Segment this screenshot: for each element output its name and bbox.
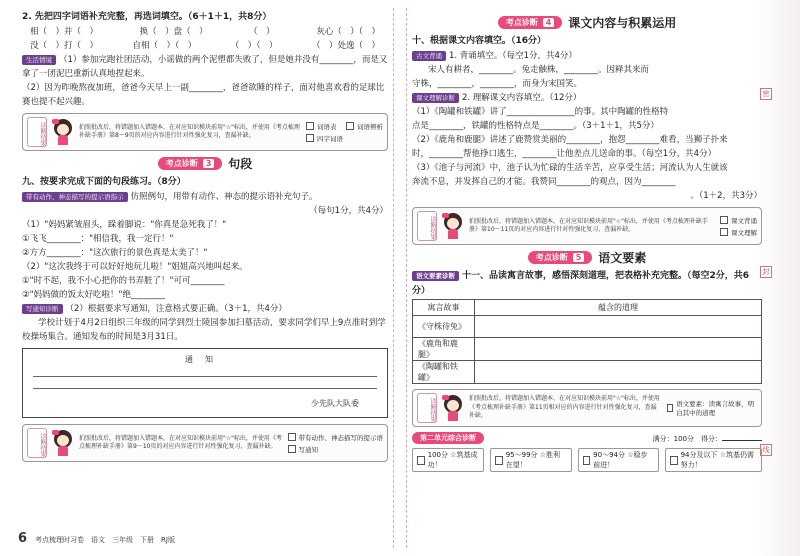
checkbox-icon[interactable] — [720, 228, 728, 236]
answer-cell[interactable] — [475, 338, 762, 361]
table-row — [413, 338, 762, 361]
score-note: 。（1＋2，共3分） — [690, 191, 762, 201]
diagnosis-pill: 考点诊断 4 — [498, 16, 563, 29]
cut-mark: 封 — [760, 266, 772, 278]
fill-line[interactable]: ①飞飞________："相信我，我一定行！" — [22, 234, 174, 244]
diagnosis-badge: 诊断结果 — [417, 211, 437, 241]
check-item[interactable]: 写通知 — [288, 445, 384, 454]
check-item[interactable]: 语文要素：读寓言故事，明白其中的道理 — [667, 399, 757, 417]
diagnosis-text: 拍照批改后，将错题加入错题本，在对应知识模块前用"☆"标出，并使用《考点梳理补缺手册》第10～11页的对应内容进行针对性强化复习，查漏补缺。 — [469, 217, 708, 233]
question-11-title: 语文要素诊断 十一、品读寓言故事，感悟深刻道理，把表格补充完整。（每空2分，共6分） — [412, 271, 750, 296]
section-5-header — [412, 249, 762, 266]
diagnosis-box-2 — [22, 424, 388, 462]
score-note: （每句1分，共4分） — [309, 206, 388, 216]
score-level[interactable]: 94分及以下 ☆筑基仍需努力！ — [665, 448, 762, 472]
checkbox-icon[interactable] — [720, 216, 728, 224]
page-number: 6 — [18, 531, 28, 546]
idiom-blank[interactable]: （ ）（ ） — [230, 41, 278, 51]
question-2-sub-2: （2）因为昨晚熬夜加班，爸爸今天早上一副________，爸爸欲睡的样子，面对他喜欢看的足球比赛也提不起兴趣。 — [22, 83, 385, 107]
section-title: 句段 — [228, 157, 253, 171]
score-levels — [412, 448, 762, 472]
cut-mark: 线 — [760, 444, 772, 456]
left-column — [22, 10, 388, 462]
section-3-header — [22, 155, 388, 172]
fill-line[interactable]: 奔流不息，并发挥自己的才能。我赞同________的观点，因为________ — [412, 177, 676, 187]
score-level[interactable]: 95～99分 ☆胜利在望！ — [490, 448, 571, 472]
question-9-title: 九、按要求完成下面的句段练习。（8分） — [22, 177, 186, 187]
idiom-blank[interactable]: 相（ ）并（ ） — [30, 27, 99, 37]
fable-name: 《陶罐和铁罐》 — [413, 361, 475, 384]
notice-signature: 少先队大队委 — [311, 399, 359, 408]
diagnosis-text: 拍照批改后，将错题加入错题本，在对应知识模块前用"☆"标出，并使用《考点梳理补缺手册》第8～9页的对应内容进行针对性强化复习，查漏补缺。 — [79, 123, 300, 139]
checkbox-icon[interactable] — [495, 456, 503, 465]
check-item[interactable]: 带有动作、神态描写的提示语 — [288, 433, 384, 442]
fill-line[interactable]: ①"时不起，我不小心把你的书弄脏了！"可可________ — [22, 276, 225, 286]
question-9-sub-1: 带有动作、神态描写的提示语指示 仿照例句，用带有动作、神态的提示语补充句子。 — [22, 190, 388, 204]
example-sentence: （1）"妈妈紧皱眉头，跺着脚说："你真是急死我了！" — [22, 220, 227, 230]
girl-mascot-icon — [52, 119, 74, 145]
diagnosis-tag: 写通知诊断 — [22, 304, 63, 314]
fill-line[interactable]: （2）《鹿角和鹿腿》讲述了鹿赞赏美丽的________，抱怨________难看，当狮子扑来 — [412, 135, 728, 145]
right-column — [412, 10, 762, 472]
cut-mark: 密 — [760, 88, 772, 100]
fill-line[interactable]: ②方方________："这次旅行的景色真是太美了！" — [22, 248, 208, 258]
notice-writing-box[interactable] — [22, 348, 388, 418]
checkbox-icon[interactable] — [288, 433, 296, 441]
check-item[interactable]: 课文理解 — [720, 228, 757, 237]
answer-cell[interactable] — [475, 361, 762, 384]
fill-line[interactable]: ②"妈妈做的饭太好吃啦！"绝________ — [22, 290, 165, 300]
checkbox-icon[interactable] — [288, 445, 296, 453]
question-10-sub-2: 课文理解诊断 2. 理解课文内容填空。（12分） — [412, 91, 762, 105]
fill-line[interactable]: 点是________，铁罐的性格特点是________。（3＋1＋1，共5分） — [412, 121, 659, 131]
idiom-blank[interactable]: 自相（ ）（ ） — [132, 41, 197, 51]
page-footer — [18, 531, 175, 546]
fill-line[interactable]: 时，________帮他挣口逃生，________让他差点儿送命的事。（每空1分，共4分） — [412, 149, 717, 159]
score-total: 满分：100分 得分： — [653, 431, 762, 444]
page-spine — [393, 8, 407, 548]
fill-line[interactable]: 守株，________，________，而身为宋国笑。 — [412, 79, 583, 89]
diagnosis-box-3 — [412, 207, 762, 245]
section-4-header — [412, 14, 762, 31]
checkbox-icon[interactable] — [583, 456, 591, 465]
section-title: 课文内容与积累运用 — [568, 16, 677, 30]
fable-name: 《鹿角和鹿腿》 — [413, 338, 475, 361]
writing-line[interactable] — [33, 365, 377, 377]
checkbox-icon[interactable] — [667, 404, 673, 412]
girl-mascot-icon — [52, 430, 74, 456]
girl-mascot-icon — [442, 213, 464, 239]
fill-line[interactable]: （3）《池子与河流》中，池子认为忙碌的生活辛苦，应享受生活；河流认为人生就该 — [412, 163, 728, 173]
idiom-blank[interactable]: （ ） — [249, 27, 275, 37]
diagnosis-tag: 语文要素诊断 — [412, 271, 459, 281]
score-level[interactable]: 90～94分 ☆稳步前进！ — [578, 448, 659, 472]
question-10-title: 十、根据课文内容填空。（16分） — [412, 36, 547, 46]
diagnosis-pill: 考点诊断 3 — [158, 157, 223, 170]
checkbox-icon[interactable] — [306, 122, 314, 130]
fable-name: 《守株待兔》 — [413, 316, 475, 338]
fable-table — [412, 299, 762, 384]
idiom-blank[interactable]: （ ）处逸（ ） — [311, 41, 380, 51]
footer-text: 考点梳理时习卷 语文 三年级 下册 RJ版 — [35, 536, 175, 544]
score-blank[interactable] — [722, 431, 762, 441]
diagnosis-tag: 课文理解诊断 — [412, 93, 459, 103]
fill-line[interactable]: （1）《陶罐和铁罐》讲了________________的事。其中陶罐的性格特 — [412, 107, 669, 117]
answer-cell[interactable] — [475, 316, 762, 338]
diagnosis-tag: 带有动作、神态描写的提示语指示 — [22, 192, 128, 202]
diagnosis-pill: 考点诊断 5 — [528, 251, 593, 264]
diagnosis-badge: 诊断结果 — [417, 393, 437, 423]
diagnosis-checks — [306, 122, 383, 143]
score-level[interactable]: 100分 ☆筑基成功！ — [412, 448, 484, 472]
diagnosis-box-4 — [412, 389, 762, 427]
idiom-row-1 — [22, 25, 388, 39]
writing-line[interactable] — [33, 377, 377, 389]
binding-edge — [756, 0, 800, 556]
check-item[interactable]: 词语表 — [306, 122, 343, 131]
table-header: 蕴含的道理 — [475, 300, 762, 316]
question-10-sub-1: 古文背诵 1. 背诵填空。（每空1分，共4分） — [412, 49, 762, 63]
question-2-title: 2. 先把四字词语补充完整，再选词填空。（6＋1＋1，共8分） — [22, 12, 272, 22]
checkbox-icon[interactable] — [346, 122, 354, 130]
diagnosis-tag: 古文背诵 — [412, 51, 446, 61]
diagnosis-checks — [667, 399, 757, 417]
section-title: 语文要素 — [598, 251, 647, 265]
checkbox-icon[interactable] — [417, 456, 425, 465]
idiom-blank[interactable]: 没（ ）打（ ） — [30, 41, 99, 51]
question-9-sub-2: 写通知诊断 （2）根据要求写通知，注意格式要正确。（3＋1，共4分） — [22, 302, 388, 316]
example-sentence: （2）"这次我终于可以好好地玩儿啦！"姐姐高兴地叫起来。 — [22, 262, 248, 272]
notice-requirement: 学校计划于4月2日组织三年级的同学到烈士陵园参加扫墓活动，要求同学们早上9点准时到学校操场集合。通知发布的时间是3月31日。 — [22, 318, 386, 342]
question-2-sub-1: 生活情境 （1）参加完跑社团活动，小谣做的两个泥塑都失败了，但是她并没有________，而是又拿了一团泥巴重新认真地捏起来。 — [22, 55, 388, 79]
idiom-blank[interactable]: 灰心（ ）（ ） — [316, 27, 380, 37]
table-row — [413, 316, 762, 338]
diagnosis-checks — [720, 216, 757, 237]
table-header: 寓言故事 — [413, 300, 475, 316]
girl-mascot-icon — [442, 395, 464, 421]
idiom-row-2 — [22, 39, 388, 53]
checkbox-icon[interactable] — [306, 134, 314, 142]
checkbox-icon[interactable] — [670, 456, 678, 465]
diagnosis-text: 拍照批改后，将错题加入错题本，在对应知识模块前用"☆"标出，并使用《考点梳理补缺手册》第9～10页的对应内容进行针对性强化复习，查漏补缺。 — [79, 434, 282, 450]
diagnosis-text: 拍照批改后，将错题加入错题本，在对应知识模块前用"☆"标出，并使用《考点梳理补缺手册》第11页相对应的内容进行针对性强化复习，查漏补缺。 — [469, 395, 660, 420]
diagnosis-box-1 — [22, 113, 388, 151]
context-tag: 生活情境 — [22, 55, 56, 65]
diagnosis-badge: 诊断结果 — [27, 428, 47, 458]
notice-title: 通知 — [185, 355, 225, 364]
idiom-blank[interactable]: 换（ ）盘（ ） — [139, 27, 208, 37]
check-item[interactable]: 词语辨析 — [346, 122, 383, 131]
unit-banner: 第二单元综合诊断 — [412, 432, 484, 444]
check-item[interactable]: 课文背诵 — [720, 216, 757, 225]
unit-summary-header — [412, 431, 762, 444]
diagnosis-checks — [288, 433, 384, 454]
check-item[interactable]: 四字词语 — [306, 134, 343, 143]
table-row — [413, 361, 762, 384]
diagnosis-badge: 诊断结果 — [27, 117, 47, 147]
fill-line[interactable]: 宋人有耕者，________。兔走触株，________。因释其来而 — [428, 65, 650, 75]
